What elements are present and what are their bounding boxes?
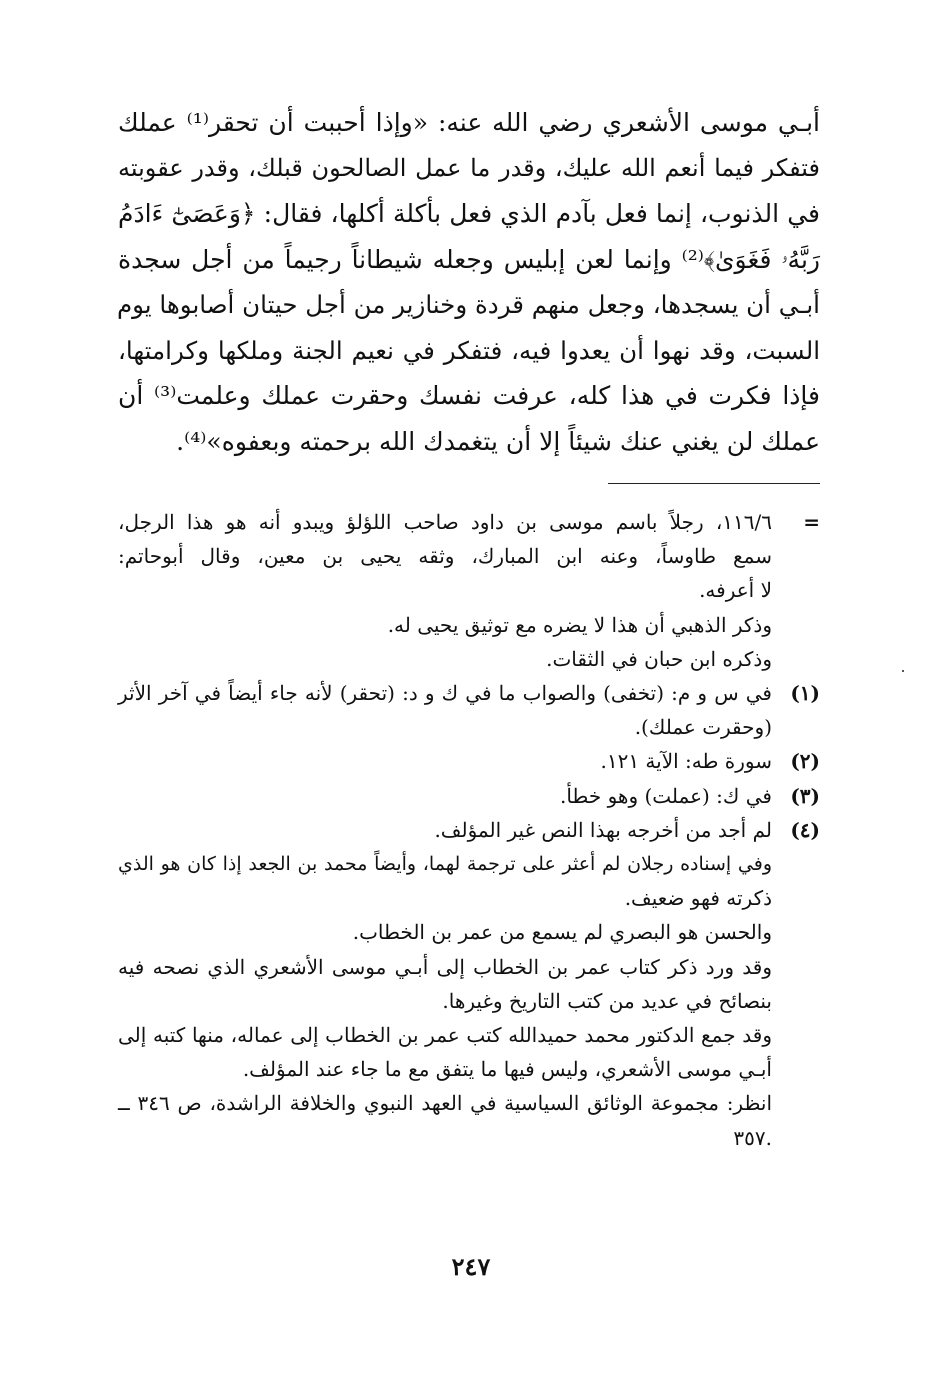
footnotes bbox=[118, 505, 820, 1155]
footnote-line: والحسن هو البصري لم يسمع من عمر بن الخطاب. bbox=[352, 920, 772, 945]
footnote-line: وذكره ابن حبان في الثقات. bbox=[546, 646, 772, 671]
footnote-continuation bbox=[118, 505, 820, 676]
page-number: ٢٤٧ bbox=[451, 1252, 491, 1281]
footnote-divider bbox=[608, 483, 820, 484]
footnote-line: لم أجد من أخرجه بهذا النص غير المؤلف. bbox=[434, 817, 772, 842]
footnote-line: وذكر الذهبي أن هذا لا يضره مع توثيق يحيى له. bbox=[387, 612, 772, 637]
footnote-line: انظر: مجموعة الوثائق السياسية في العهد النبوي والخلافة الراشدة، ص ٣٤٦ ــ bbox=[118, 1091, 773, 1116]
footnote-line: (وحقرت عملك). bbox=[634, 715, 772, 740]
main-text-line: أبـي أن يسجدها، وجعل منهم قردة وخنازير من أجل حيتان أصابوها يوم bbox=[116, 290, 820, 319]
main-text-line: فإذا فكرت في هذا كله، عرفت نفسك وحقرت عملك وعلمت⁽³⁾ أن bbox=[118, 381, 820, 410]
footnote-4 bbox=[118, 813, 820, 1155]
footnote-marker: (٣) bbox=[790, 783, 820, 808]
footnote-2 bbox=[118, 744, 820, 778]
footnote-line: وقد جمع الدكتور محمد حميدالله كتب عمر بن الخطاب إلى عماله، منها كتبه إلى bbox=[118, 1023, 772, 1048]
footnote-1 bbox=[118, 676, 820, 744]
footnote-line: أبـي موسى الأشعري، وليس فيها ما يتفق مع ما جاء عند المؤلف. bbox=[242, 1057, 772, 1082]
footnote-marker: = bbox=[803, 510, 820, 534]
footnote-line: بنصائح في عديد من كتب التاريخ وغيرها. bbox=[442, 988, 772, 1013]
main-text bbox=[118, 100, 820, 464]
footnote-marker: (١) bbox=[790, 681, 820, 706]
main-text-line: أبـي موسى الأشعري رضي الله عنه: «وإذا أحببت أن تحقر⁽¹⁾ عملك bbox=[118, 108, 820, 137]
main-text-line: في الذنوب، إنما فعل بآدم الذي فعل بأكلة أكلها، فقال: ﴿وَعَصَىٰٓ ءَادَمُ bbox=[118, 199, 820, 228]
footnote-line: ١١٦/٦، رجلاً باسم موسى بن داود صاحب اللؤلؤ ويبدو أنه هو هذا الرجل، bbox=[118, 510, 772, 534]
main-text-line: السبت، وقد نهوا أن يعدوا فيه، فتفكر في نعيم الجنة وملكها وكرامتها، bbox=[118, 335, 820, 365]
scan-speck bbox=[902, 670, 904, 672]
footnote-3 bbox=[118, 779, 820, 813]
main-text-line: رَبَّهُۥ فَغَوَىٰ﴾⁽²⁾ وإنما لعن إبليس وجعله شيطاناً رجيماً من أجل سجدة bbox=[118, 244, 820, 274]
main-text-line: عملك لن يغني عنك شيئاً إلا أن يتغمدك الله برحمته وبعفوه»⁽⁴⁾. bbox=[176, 426, 820, 456]
footnote-line: وفي إسناده رجلان لم أعثر على ترجمة لهما، وأيضاً محمد بن الجعد إذا كان هو الذي bbox=[118, 853, 772, 876]
footnote-line: وقد ورد ذكر كتاب عمر بن الخطاب إلى أبـي موسى الأشعري الذي نصحه فيه bbox=[118, 954, 773, 979]
footnote-marker: (٤) bbox=[790, 817, 820, 842]
footnote-line: في ك: (عملت) وهو خطأ. bbox=[559, 783, 772, 808]
footnote-line: سورة طه: الآية ١٢١. bbox=[600, 749, 772, 774]
footnote-line: لا أعرفه. bbox=[699, 578, 772, 603]
main-text-line: فتفكر فيما أنعم الله عليك، وقدر ما عمل الصالحون قبلك، وقدر عقوبته bbox=[118, 153, 820, 182]
footnote-line: ذكرته فهو ضعيف. bbox=[624, 886, 772, 911]
footnote-line: .٣٥٧ bbox=[733, 1125, 772, 1150]
footnote-line: في س و م: (تخفى) والصواب ما في ك و د: (تحقر) لأنه جاء أيضاً في آخر الأثر bbox=[118, 681, 772, 706]
footnote-marker: (٢) bbox=[790, 749, 820, 774]
footnote-line: سمع طاوساً، وعنه ابن المبارك، وثقه يحيى بن معين، وقال أبوحاتم: bbox=[118, 544, 772, 569]
